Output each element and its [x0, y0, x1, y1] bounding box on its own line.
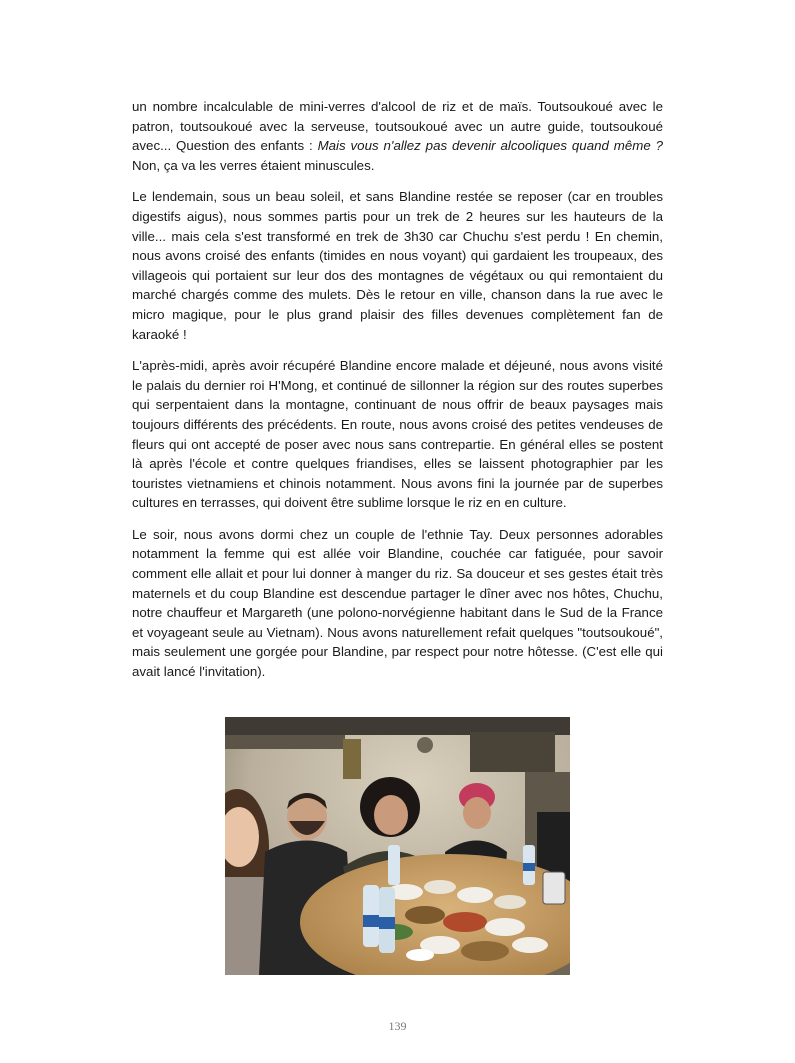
dinner-photo — [225, 717, 570, 975]
hanging-cloth — [343, 739, 361, 779]
paragraph-3: L'après-midi, après avoir récupéré Blandine encore malade et déjeuné, nous avons visité le palais du dernier roi H'Mong, et continué de sillonner la région sur des routes superbes qui serpentaient dans la montagne, continuant de nous offrir de beaux paysages mais toujours différents des précédents. En route, nous avons croisé des petites vendeuses de fleurs qui ont accepté de poser avec nous sans contrepartie. En général elles se postent là après l'école et contre quelques friandises, elles se laissent photographier par les touristes vietnamiens et chinois notamment. Nous avons fini la journée par de superbes cultures en terrasses, qui doivent être sublime lorsque le riz en en culture. — [132, 358, 663, 511]
paragraph-4: Le soir, nous avons dormi chez un couple de l'ethnie Tay. Deux personnes adorables notamment la femme qui est allée voir Blandine, couchée car fatiguée, pour savoir comment elle allait et pour lui donner à manger du riz. Sa douceur et ses gestes était très maternels et du coup Blandine est descendue partager le dîner avec nos hôtes, Chuchu, notre chauffeur et Margareth (une polono-norvégienne habitant dans le Sud de la France et voyageant seule au Vietnam). Nous avons naturellement refait quelques "toutsoukoué", mais seulement une gorgée pour Blandine, par respect pour notre hôtesse. (C'est elle qui avait lancé l'invitation). — [132, 526, 663, 680]
page-number: 139 — [388, 1019, 407, 1033]
water-bottle-label — [523, 863, 535, 871]
paragraph-1 — [132, 97, 663, 175]
water-bottle — [388, 845, 400, 885]
paragraph-1-italic-quote: Mais vous n'allez pas devenir alcooliques quand même ? — [317, 138, 663, 154]
paragraph-2: Le lendemain, sous un beau soleil, et sans Blandine restée se reposer (car en troubles digestifs aigus), nous sommes partis pour un trek de 2 heures sur les hauteurs de la ville... mais cela s'est transformé en trek de 3h30 car Chuchu s'est perdu ! En chemin, nous avons croisé des enfants (timides en nous voyant) qui gardaient les troupeaux, des villageois qui portaient sur leur dos des montagnes de végétaux ou qui remontaient du marché chargés comme des mulets. Dès le retour en ville, chanson dans la rue avec le micro magique, pour le plus grand plaisir des filles devenues complètement fan de karaoké ! — [132, 189, 663, 342]
dish — [457, 887, 493, 903]
body-text — [132, 97, 663, 694]
dish — [512, 937, 548, 953]
shelf-left — [225, 735, 345, 749]
woman-face — [374, 795, 408, 835]
dish — [405, 906, 445, 924]
paragraph-1-before: un nombre incalculable de mini-verres d'alcool de riz et de maïs. Toutsoukoué avec le patron, toutsoukoué avec la serveuse, toutsoukoué avec un autre guide, toutsoukoué avec... Question des enfants : — [132, 99, 663, 154]
dish — [494, 895, 526, 909]
dish — [461, 941, 509, 961]
water-bottle-label — [379, 917, 395, 929]
dinner-photo-illustration — [225, 717, 570, 975]
door-right — [470, 732, 555, 772]
dish — [485, 918, 525, 936]
dish — [443, 912, 487, 932]
paragraph-1-after: Non, ça va les verres étaient minuscules. — [132, 157, 375, 173]
wall-clock — [417, 737, 433, 753]
dish — [424, 880, 456, 894]
host-face — [463, 797, 491, 829]
bowl — [406, 949, 434, 961]
phone — [543, 872, 565, 904]
water-bottle-label — [363, 915, 379, 927]
